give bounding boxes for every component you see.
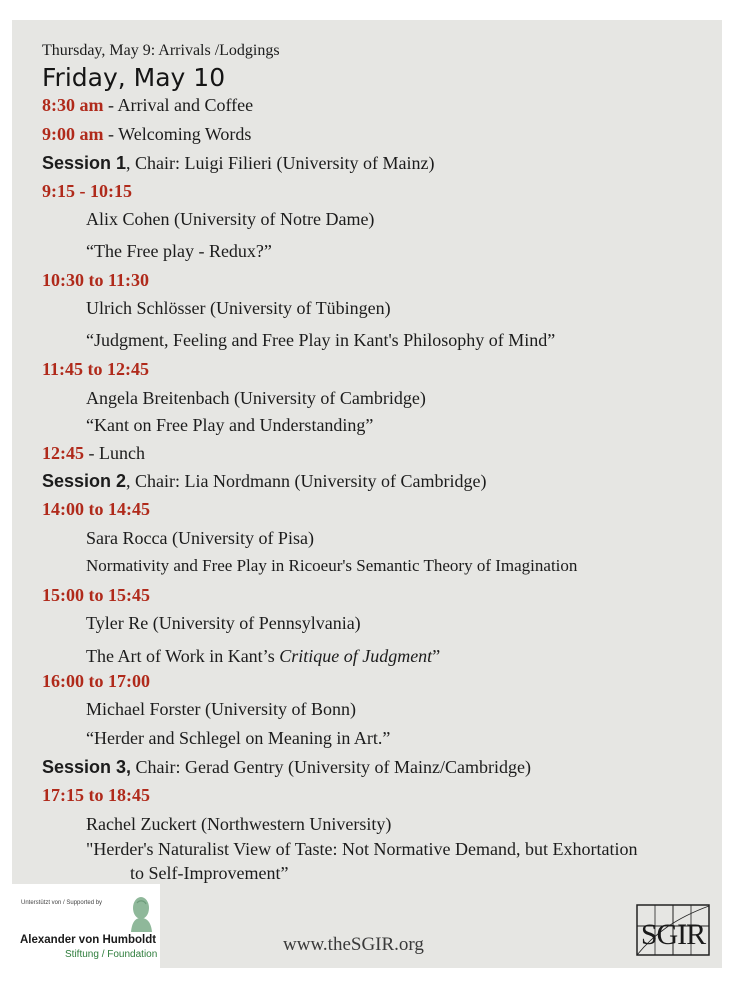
time-label: 8:30 am <box>42 95 104 115</box>
time-label: 12:45 <box>42 443 84 463</box>
session-1-header <box>42 152 435 174</box>
speaker: Michael Forster (University of Bonn) <box>86 699 356 719</box>
humboldt-portrait-icon <box>126 894 154 932</box>
session-chair: Chair: Gerad Gentry (University of Mainz/Cambridge) <box>131 757 531 777</box>
speaker: Ulrich Schlösser (University of Tübingen) <box>86 298 391 318</box>
friday-heading: Friday, May 10 <box>42 63 226 92</box>
speaker: Angela Breitenbach (University of Cambridge) <box>86 388 426 408</box>
talk-title: “Herder and Schlegel on Meaning in Art.” <box>86 728 391 748</box>
supported-by-label: Unterstützt von / Supported by <box>21 900 103 906</box>
session-label: Session 1 <box>42 153 127 173</box>
speaker: Tyler Re (University of Pennsylvania) <box>86 613 361 633</box>
book-title: Critique of Judgment <box>279 646 433 666</box>
humboldt-foundation-label: Stiftung / Foundation <box>65 949 158 960</box>
thursday-line: Thursday, May 9: Arrivals /Lodgings <box>42 42 280 59</box>
talk-title: Normativity and Free Play in Ricoeur's Semantic Theory of Imagination <box>86 556 578 575</box>
humboldt-foundation-logo <box>12 884 160 970</box>
session-3-header <box>42 756 531 778</box>
event-text: - Arrival and Coffee <box>103 95 254 115</box>
talk-title-continued: to Self-Improvement” <box>130 863 289 883</box>
speaker: Alix Cohen (University of Notre Dame) <box>86 209 375 229</box>
sgir-logo-text: SGIR <box>640 918 706 951</box>
schedule-row-lunch <box>42 442 145 464</box>
time-label: 16:00 to 17:00 <box>42 671 150 691</box>
time-label: 15:00 to 15:45 <box>42 585 150 605</box>
time-label: 17:15 to 18:45 <box>42 785 150 805</box>
time-label: 9:15 - 10:15 <box>42 181 132 201</box>
speaker: Rachel Zuckert (Northwestern University) <box>86 814 392 834</box>
talk-title-part: The Art of Work in Kant’s <box>86 646 280 666</box>
talk-title: "Herder's Naturalist View of Taste: Not Normative Demand, but Exhortation <box>86 839 638 859</box>
time-label: 11:45 to 12:45 <box>42 359 149 379</box>
time-label: 10:30 to 11:30 <box>42 270 149 290</box>
sgir-logo-icon <box>636 904 710 956</box>
session-chair: , Chair: Luigi Filieri (University of Mainz) <box>126 153 435 173</box>
humboldt-name: Alexander von Humboldt <box>20 934 157 946</box>
session-label: Session 3, <box>42 757 132 777</box>
talk-title <box>86 645 440 667</box>
talk-title: “The Free play - Redux?” <box>86 241 272 261</box>
time-label: 14:00 to 14:45 <box>42 499 150 519</box>
time-label: 9:00 am <box>42 124 104 144</box>
website-link[interactable]: www.theSGIR.org <box>283 934 424 955</box>
schedule-row-0900 <box>42 123 251 145</box>
talk-title: “Kant on Free Play and Understanding” <box>86 415 374 435</box>
schedule-row-0830 <box>42 94 253 116</box>
talk-title: “Judgment, Feeling and Free Play in Kant's Philosophy of Mind” <box>86 330 556 350</box>
event-text: - Welcoming Words <box>103 124 252 144</box>
talk-title-part: ” <box>432 646 441 666</box>
event-text: - Lunch <box>84 443 145 463</box>
session-chair: , Chair: Lia Nordmann (University of Cambridge) <box>126 471 487 491</box>
session-2-header <box>42 470 486 492</box>
speaker: Sara Rocca (University of Pisa) <box>86 528 314 548</box>
session-label: Session 2 <box>42 471 127 491</box>
